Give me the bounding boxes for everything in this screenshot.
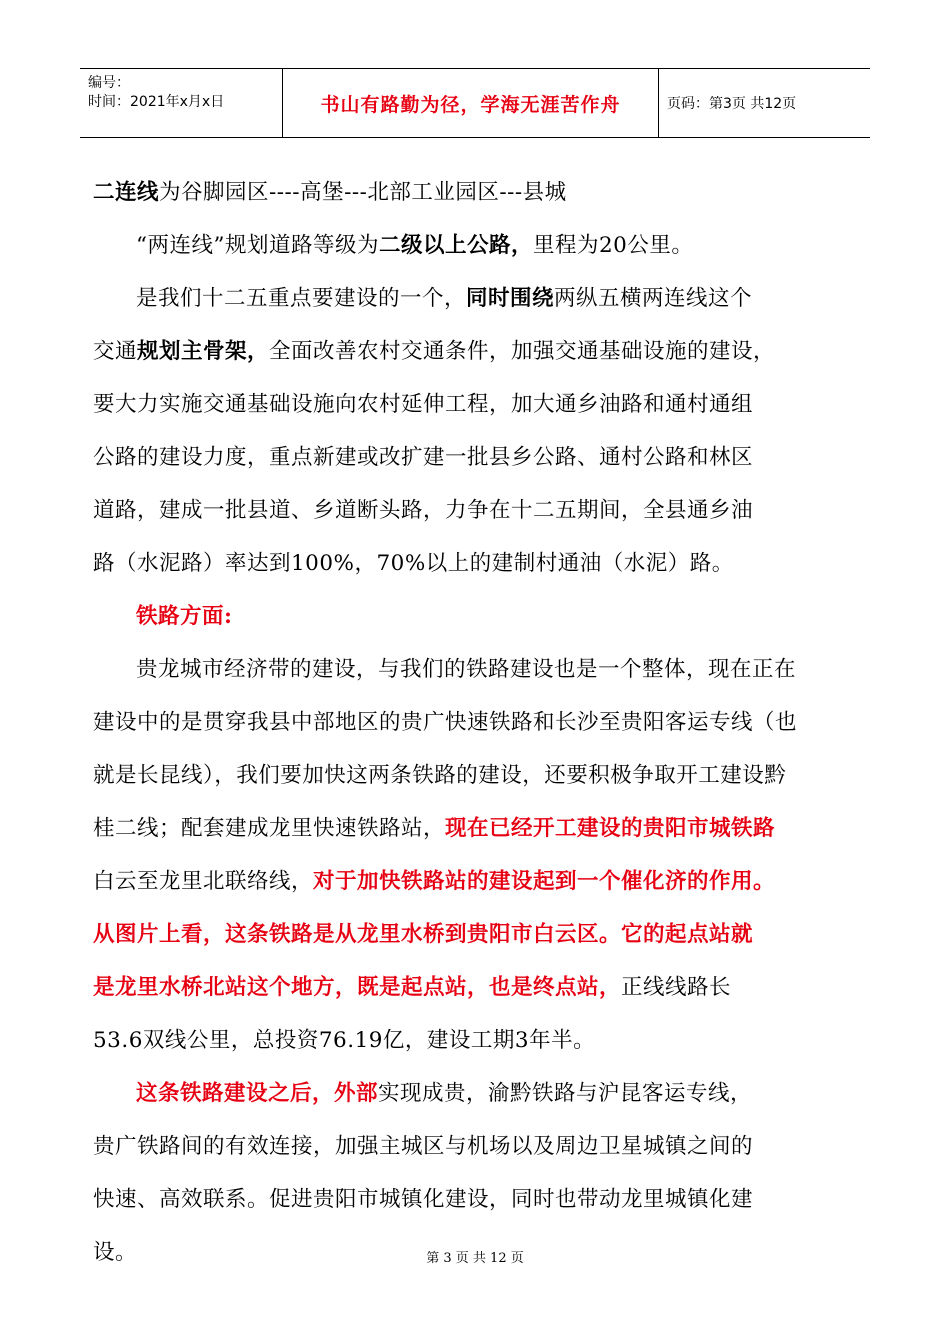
body-line: [93, 431, 868, 484]
text-run: 规划主骨架，: [137, 339, 270, 364]
text-run: 道路，建成一批县道、乡道断头路，力争在十二五期间，全县通乡油: [93, 498, 754, 523]
text-run: 53.6双线公里，总投资76.19亿，建设工期3年半。: [93, 1028, 596, 1053]
text-run: 建设中的是贯穿我县中部地区的贵广快速铁路和长沙至贵阳客运专线（也: [93, 710, 798, 735]
body-line: [93, 802, 868, 855]
body-line: [93, 643, 868, 696]
text-run: “两连线”规划道路等级为: [136, 233, 379, 258]
text-run: 为谷脚园区----高堡---北部工业园区---县城: [159, 180, 567, 205]
text-run: 里程为20公里。: [533, 233, 694, 258]
document-body: [93, 166, 868, 1279]
text-run: 公路的建设力度，重点新建或改扩建一批县乡公路、通村公路和林区: [93, 445, 754, 470]
body-line: [93, 855, 868, 908]
document-time-label: 时间：2021年x月x日: [88, 94, 225, 110]
text-run: 路（水泥路）率达到100%，70%以上的建制村通油（水泥）路。: [93, 551, 734, 576]
text-run: 二级以上公路，: [378, 233, 533, 258]
text-run: 是我们十二五重点要建设的一个，: [136, 286, 467, 311]
text-run: 这条铁路建设之后，外部: [136, 1081, 379, 1106]
text-run: 同时围绕: [466, 286, 555, 311]
text-run: 全面改善农村交通条件，加强交通基础设施的建设，: [269, 339, 776, 364]
text-run: 白云至龙里北联络线，: [93, 869, 314, 894]
header-page-label: 页码：第3页 共12页: [667, 96, 797, 112]
body-line: [93, 1120, 868, 1173]
text-run: 两纵五横两连线这个: [554, 286, 753, 311]
body-line: [93, 272, 868, 325]
body-line: [93, 166, 868, 219]
body-line: [93, 484, 868, 537]
text-run: 现在已经开工建设的贵阳市城铁路: [445, 816, 776, 841]
header-page-cell: [659, 69, 870, 137]
text-run: 桂二线；配套建成龙里快速铁路站，: [93, 816, 446, 841]
header-meta-cell: [80, 69, 283, 137]
body-line: [93, 1173, 868, 1226]
body-line: [93, 961, 868, 1014]
text-run: 对于加快铁路站的建设起到一个催化济的作用。: [313, 869, 776, 894]
text-run: 贵龙城市经济带的建设，与我们的铁路建设也是一个整体，现在正在: [136, 657, 797, 682]
text-run: 二连线: [93, 180, 160, 205]
body-line: [93, 537, 868, 590]
body-line: [93, 908, 868, 961]
section-heading-railway: [93, 590, 868, 643]
body-line: [93, 325, 868, 378]
body-line: [93, 749, 868, 802]
text-run: 实现成贵，渝黔铁路与沪昆客运专线，: [378, 1081, 753, 1106]
text-run: 要大力实施交通基础设施向农村延伸工程，加大通乡油路和通村通组: [93, 392, 754, 417]
body-line: [93, 1014, 868, 1067]
page-footer: 第 3 页 共 12 页: [426, 1251, 524, 1266]
text-run: 从图片上看，这条铁路是从龙里水桥到贵阳市白云区。它的起点站就: [93, 922, 754, 947]
text-run: 正线线路长: [621, 975, 732, 1000]
header-motto-cell: [283, 69, 659, 137]
body-line: [93, 219, 868, 272]
body-line: [93, 696, 868, 749]
text-run: 贵广铁路间的有效连接，加强主城区与机场以及周边卫星城镇之间的: [93, 1134, 754, 1159]
text-run: 快速、高效联系。促进贵阳市城镇化建设，同时也带动龙里城镇化建: [93, 1187, 754, 1212]
header-motto: 书山有路勤为径，学海无涯苦作舟: [320, 93, 621, 116]
text-run: 设。: [93, 1240, 138, 1265]
body-line: [93, 378, 868, 431]
text-run: 铁路方面:: [136, 604, 233, 629]
body-line: [93, 1067, 868, 1120]
document-number-label: 编号：: [88, 75, 130, 91]
text-run: 就是长昆线），我们要加快这两条铁路的建设，还要积极争取开工建设黔: [93, 763, 787, 788]
page-header: [80, 68, 870, 138]
text-run: 交通: [93, 339, 138, 364]
text-run: 是龙里水桥北站这个地方，既是起点站，也是终点站，: [93, 975, 622, 1000]
